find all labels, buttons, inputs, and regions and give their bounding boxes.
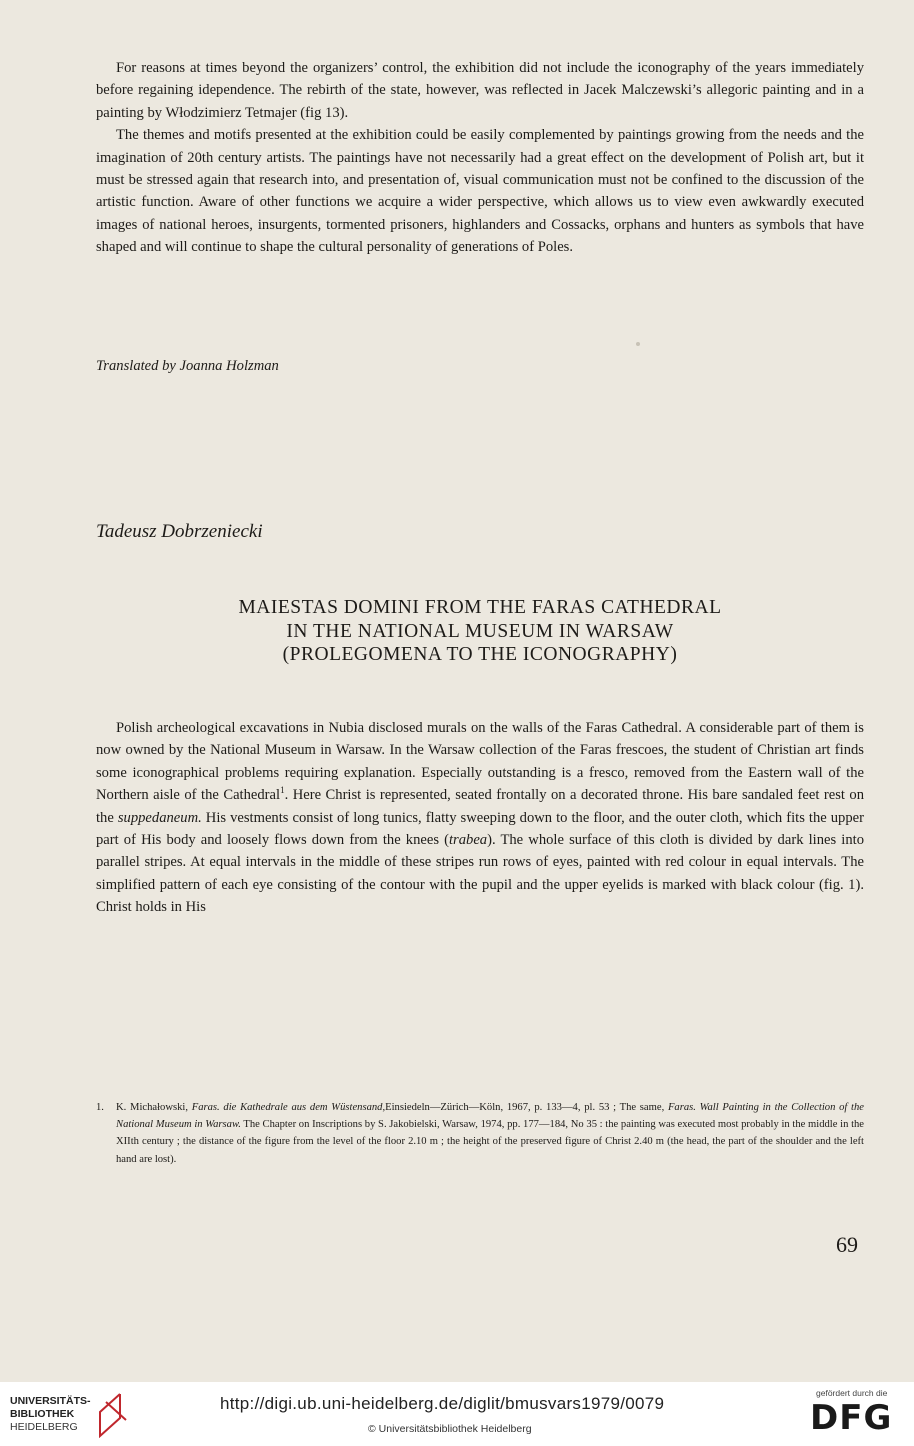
library-name-line-3: HEIDELBERG xyxy=(10,1421,78,1433)
title-line-2: IN THE NATIONAL MUSEUM IN WARSAW xyxy=(286,620,674,642)
library-name-line-2: BIBLIOTHEK xyxy=(10,1408,75,1420)
footnote-ref[interactable]: 1 xyxy=(280,785,285,796)
footnote-body xyxy=(116,1099,864,1168)
term-suppedaneum: suppedaneum. xyxy=(117,809,202,826)
footnote-italic-1: Faras. die Kathedrale aus dem Wüstensand, xyxy=(191,1102,386,1114)
dfg-logo: DFG xyxy=(810,1398,893,1438)
footer-bar xyxy=(0,1382,914,1446)
permalink-url[interactable]: http://digi.ub.uni-heidelberg.de/diglit/bmusvars1979/0079 xyxy=(220,1394,665,1413)
body-paragraph xyxy=(96,717,864,919)
footnote-italic-2: Faras. Wall Painting in the Collection of the National Museum in Warsaw. xyxy=(116,1102,864,1131)
title-line-1: MAIESTAS DOMINI FROM THE FARAS CATHEDRAL xyxy=(238,597,722,618)
article-author: Tadeusz Dobrzeniecki xyxy=(96,521,263,542)
copyright-notice: © Universitätsbibliothek Heidelberg xyxy=(368,1423,532,1435)
funded-by-label: gefördert durch die xyxy=(816,1388,888,1398)
footnote-number: 1. xyxy=(96,1102,104,1113)
footnote-text-1: K. Michałowski, xyxy=(116,1102,192,1114)
term-trabea: trabea xyxy=(449,832,488,849)
library-name-line-1: UNIVERSITÄTS- xyxy=(10,1395,91,1407)
body-text-2: . Here Christ is represented, seated frontally on a decorated throne. His bare sandaled feet rest on the xyxy=(96,787,865,826)
body-text-3: His vestments consist of long tunics, flatty sweeping down to the floor, and the outer cloth, which fits the upper part of His body and loosely flows down from the knees ( xyxy=(96,809,864,849)
article-body xyxy=(96,717,864,919)
paragraph-2: The themes and motifs presented at the exhibition could be easily complemented by paintings growing from the needs and the imagination of 20th century artists. The paintings have not necessarily had a great effect on the development of Polish art, but it must be stressed again that research into, and presentation of, visual communication must not be confined to the discussion of the artistic function. Aware of other functions we acquire a wider perspective, which allows us to view even awkwardly executed images of national heroes, insurgents, tormented prisoners, highlanders and Cossacks, orphans and hunters as symbols that have shaped and will continue to shape the cultural personality of generations of Poles. xyxy=(96,127,864,256)
article-title xyxy=(96,596,864,667)
speck-mark xyxy=(636,342,640,346)
footnote xyxy=(96,1099,864,1168)
translator-credit: Translated by Joanna Holzman xyxy=(96,358,279,374)
library-logo-icon xyxy=(92,1392,132,1438)
footnote-text-2: Einsiedeln—Zürich—Köln, 1967, p. 133—4, pl. 53 ; The same, xyxy=(385,1102,668,1114)
text-section-exhibition xyxy=(96,57,864,259)
paragraph-1: For reasons at times beyond the organizers’ control, the exhibition did not include the iconography of the years immediately before regaining idependence. The rebirth of the state, however, was reflected in Jacek Malczewski’s allegoric painting and in a painting by Włodzimierz Tetmajer (fig 13). xyxy=(96,60,864,121)
footnote-text-3: The Chapter on Inscriptions by S. Jakobielski, Warsaw, 1974, pp. 177—184, No 35 : the painting was executed most probably in the middle in the XIIth century ; the distance of the figure from the level of the floor 2.10 m ; the height of the preserved figure of Christ 2.40 m (the head, the part of the shoulder and the left hand are lost). xyxy=(116,1119,865,1165)
body-text-4: ). The whole surface of this cloth is divided by dark lines into parallel stripes. At equal intervals in the middle of these stripes run rows of eyes, painted with red colour in equal intervals. The simplified pattern of each eye consisting of the contour with the pupil and the upper eyelids is marked with black colour (fig. 1). Christ holds in His xyxy=(96,832,864,916)
title-line-3: (PROLEGOMENA TO THE ICONOGRAPHY) xyxy=(282,644,678,665)
page-number: 69 xyxy=(836,1232,858,1257)
body-text-1: Polish archeological excavations in Nubia disclosed murals on the walls of the Faras Cathedral. A considerable part of them is now owned by the National Museum in Warsaw. In the Warsaw collection of the Faras frescoes, the student of Christian art finds some iconographical problems requiring explanation. Especially outstanding is a fresco, removed from the Eastern wall of the Northern aisle of the Cathedral xyxy=(96,720,864,804)
